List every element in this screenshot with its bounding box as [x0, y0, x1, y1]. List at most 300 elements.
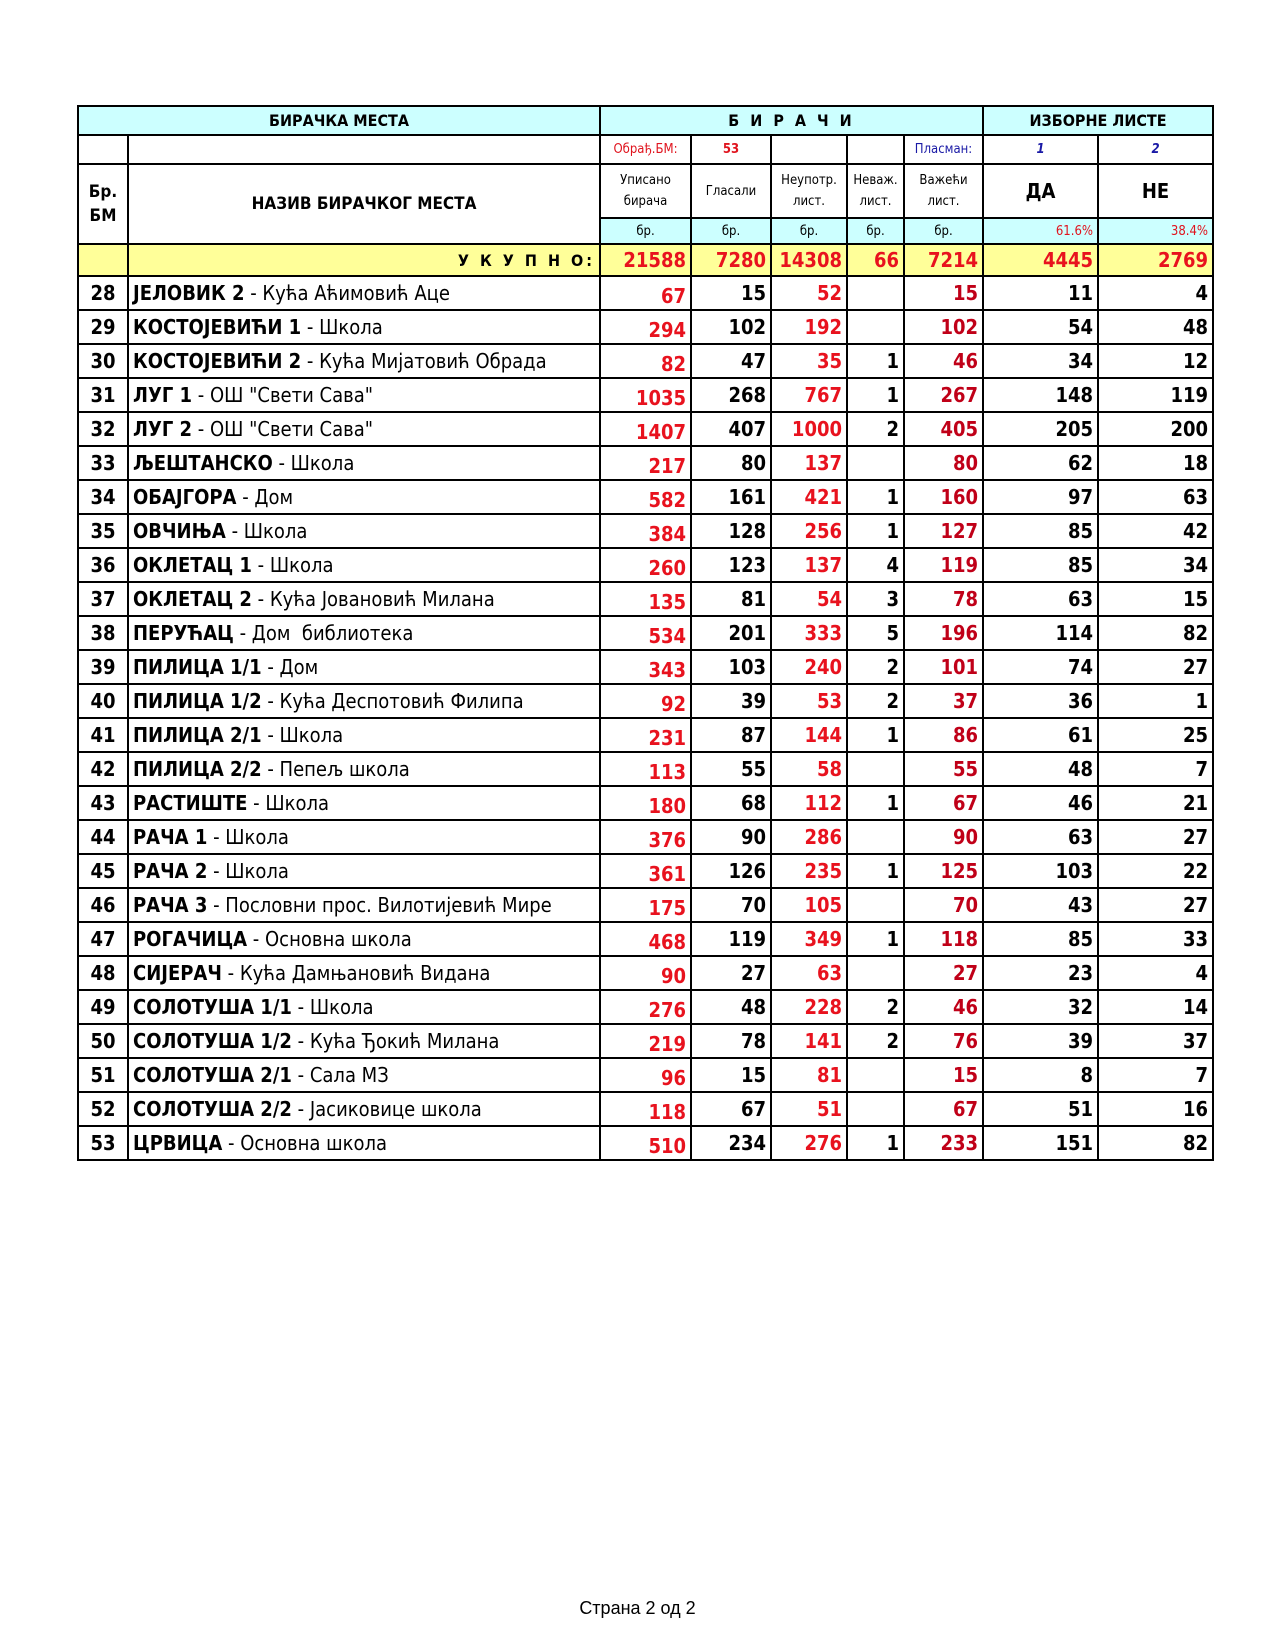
polling-place-number: 50	[78, 1024, 128, 1058]
registered-cell: 231	[600, 718, 691, 752]
voted-cell: 81	[691, 582, 771, 616]
ne-votes-cell: 82	[1098, 616, 1213, 650]
voted-cell: 55	[691, 752, 771, 786]
da-votes-cell: 151	[983, 1126, 1098, 1160]
total-registered: 21588	[600, 244, 691, 276]
invalid-cell: 2	[847, 990, 904, 1024]
unused-cell: 53	[771, 684, 847, 718]
voted-cell: 15	[691, 276, 771, 310]
table-row	[78, 1024, 1213, 1058]
valid-cell: 46	[904, 344, 983, 378]
place-location: - Школа	[207, 859, 289, 883]
invalid-cell	[847, 820, 904, 854]
polling-place-number: 30	[78, 344, 128, 378]
da-votes-cell: 8	[983, 1058, 1098, 1092]
place-name: СОЛОТУША 1/2	[133, 1029, 292, 1053]
polling-place-name	[128, 514, 600, 548]
header-row-columns	[78, 164, 1213, 218]
table-row	[78, 446, 1213, 480]
voted-cell: 201	[691, 616, 771, 650]
place-location: - Кућа Јовановић Милана	[251, 587, 495, 611]
place-name: ОКЛЕТАЦ 2	[133, 587, 252, 611]
unused-cell: 349	[771, 922, 847, 956]
voted-cell: 67	[691, 1092, 771, 1126]
voted-cell: 78	[691, 1024, 771, 1058]
empty-cell	[771, 135, 847, 164]
valid-cell: 125	[904, 854, 983, 888]
registered-cell: 92	[600, 684, 691, 718]
total-valid: 7214	[904, 244, 983, 276]
ne-votes-cell: 34	[1098, 548, 1213, 582]
polling-place-name	[128, 344, 600, 378]
place-name: ОКЛЕТАЦ 1	[133, 553, 252, 577]
place-location: - Основна школа	[222, 1131, 388, 1155]
place-location: - Кућа Деспотовић Филипа	[261, 689, 524, 713]
invalid-cell	[847, 1092, 904, 1126]
da-votes-cell: 205	[983, 412, 1098, 446]
table-row	[78, 650, 1213, 684]
valid-cell: 196	[904, 616, 983, 650]
ne-votes-cell: 48	[1098, 310, 1213, 344]
unused-cell: 333	[771, 616, 847, 650]
invalid-cell: 1	[847, 514, 904, 548]
table-row	[78, 718, 1213, 752]
table-row	[78, 310, 1213, 344]
da-votes-cell: 62	[983, 446, 1098, 480]
registered-cell: 180	[600, 786, 691, 820]
place-name: ПИЛИЦА 1/2	[133, 689, 262, 713]
processed-value: 53	[691, 135, 771, 164]
registered-cell: 510	[600, 1126, 691, 1160]
invalid-cell: 1	[847, 378, 904, 412]
valid-cell: 90	[904, 820, 983, 854]
invalid-cell: 2	[847, 412, 904, 446]
polling-place-name	[128, 1092, 600, 1126]
place-name: ПИЛИЦА 2/1	[133, 723, 262, 747]
ne-votes-cell: 37	[1098, 1024, 1213, 1058]
unused-cell: 52	[771, 276, 847, 310]
polling-place-name	[128, 786, 600, 820]
da-votes-cell: 85	[983, 514, 1098, 548]
registered-cell: 67	[600, 276, 691, 310]
unused-cell: 63	[771, 956, 847, 990]
totals-label: У К У П Н О:	[128, 244, 600, 276]
registered-cell: 343	[600, 650, 691, 684]
unused-cell: 105	[771, 888, 847, 922]
registered-cell: 468	[600, 922, 691, 956]
valid-cell: 102	[904, 310, 983, 344]
empty-cell	[78, 244, 128, 276]
da-votes-cell: 63	[983, 582, 1098, 616]
place-name: ЈЕЛОВИК 2	[133, 281, 245, 305]
table-row	[78, 480, 1213, 514]
da-votes-cell: 48	[983, 752, 1098, 786]
place-name: РАЧА 2	[133, 859, 208, 883]
place-name: КОСТОЈЕВИЋИ 2	[133, 349, 302, 373]
empty-cell	[847, 135, 904, 164]
polling-place-name	[128, 310, 600, 344]
registered-cell: 219	[600, 1024, 691, 1058]
valid-cell: 101	[904, 650, 983, 684]
place-location: - Пословни прос. Вилотијевић Мире	[207, 893, 552, 917]
voted-cell: 128	[691, 514, 771, 548]
da-votes-cell: 97	[983, 480, 1098, 514]
unused-cell: 421	[771, 480, 847, 514]
polling-place-name	[128, 922, 600, 956]
ne-votes-cell: 27	[1098, 650, 1213, 684]
place-name: ЛУГ 1	[133, 383, 193, 407]
invalid-cell: 5	[847, 616, 904, 650]
unused-cell: 228	[771, 990, 847, 1024]
valid-cell: 405	[904, 412, 983, 446]
place-location: - ОШ "Свети Сава"	[192, 383, 373, 407]
invalid-cell: 2	[847, 684, 904, 718]
polling-place-name	[128, 854, 600, 888]
place-location: - Јасиковице школа	[291, 1097, 482, 1121]
voted-cell: 27	[691, 956, 771, 990]
header-row-meta	[78, 135, 1213, 164]
polling-place-number: 38	[78, 616, 128, 650]
table-row	[78, 956, 1213, 990]
ne-votes-cell: 4	[1098, 276, 1213, 310]
unused-column-header: Неупотр. лист.	[771, 164, 847, 218]
registered-cell: 361	[600, 854, 691, 888]
voted-cell: 126	[691, 854, 771, 888]
unused-cell: 137	[771, 446, 847, 480]
polling-place-number: 48	[78, 956, 128, 990]
table-row	[78, 820, 1213, 854]
total-invalid: 66	[847, 244, 904, 276]
registered-cell: 175	[600, 888, 691, 922]
empty-cell	[128, 135, 600, 164]
registered-cell: 113	[600, 752, 691, 786]
table-row	[78, 582, 1213, 616]
valid-cell: 27	[904, 956, 983, 990]
invalid-column-header: Неваж. лист.	[847, 164, 904, 218]
voted-cell: 103	[691, 650, 771, 684]
polling-place-number: 44	[78, 820, 128, 854]
table-row	[78, 786, 1213, 820]
da-votes-cell: 46	[983, 786, 1098, 820]
polling-place-name	[128, 276, 600, 310]
da-votes-cell: 36	[983, 684, 1098, 718]
unused-cell: 141	[771, 1024, 847, 1058]
place-name: ОБАЈГОРА	[133, 485, 237, 509]
valid-cell: 15	[904, 1058, 983, 1092]
valid-cell: 127	[904, 514, 983, 548]
invalid-cell: 2	[847, 1024, 904, 1058]
voted-cell: 268	[691, 378, 771, 412]
da-votes-cell: 39	[983, 1024, 1098, 1058]
placement-1: 1	[983, 135, 1098, 164]
unused-cell: 58	[771, 752, 847, 786]
table-row	[78, 344, 1213, 378]
valid-cell: 267	[904, 378, 983, 412]
polling-place-number: 35	[78, 514, 128, 548]
polling-places-title: БИРАЧКА МЕСТА	[78, 106, 600, 135]
place-location: - Школа	[261, 723, 344, 747]
ne-votes-cell: 42	[1098, 514, 1213, 548]
polling-place-number: 53	[78, 1126, 128, 1160]
invalid-cell: 2	[847, 650, 904, 684]
total-ne: 2769	[1098, 244, 1213, 276]
voted-cell: 407	[691, 412, 771, 446]
ne-votes-cell: 18	[1098, 446, 1213, 480]
unused-cell: 112	[771, 786, 847, 820]
place-name: РАЧА 1	[133, 825, 208, 849]
place-location: - Кућа Дамњановић Видана	[221, 961, 491, 985]
table-row	[78, 378, 1213, 412]
place-location: - Дом библиотека	[233, 621, 414, 645]
da-votes-cell: 85	[983, 922, 1098, 956]
valid-cell: 86	[904, 718, 983, 752]
ne-votes-cell: 14	[1098, 990, 1213, 1024]
registered-cell: 294	[600, 310, 691, 344]
invalid-cell	[847, 310, 904, 344]
place-name: СИЈЕРАЧ	[133, 961, 222, 985]
unused-cell: 276	[771, 1126, 847, 1160]
da-votes-cell: 51	[983, 1092, 1098, 1126]
table-row	[78, 276, 1213, 310]
polling-place-name	[128, 1126, 600, 1160]
polling-place-number: 51	[78, 1058, 128, 1092]
table-row	[78, 888, 1213, 922]
unit-label: бр.	[771, 218, 847, 244]
polling-place-number: 46	[78, 888, 128, 922]
unused-cell: 240	[771, 650, 847, 684]
da-votes-cell: 54	[983, 310, 1098, 344]
invalid-cell: 1	[847, 786, 904, 820]
valid-cell: 67	[904, 786, 983, 820]
invalid-cell: 1	[847, 344, 904, 378]
place-name: ПИЛИЦА 2/2	[133, 757, 262, 781]
invalid-cell: 1	[847, 718, 904, 752]
place-name: ПЕРУЋАЦ	[133, 621, 234, 645]
ne-votes-cell: 16	[1098, 1092, 1213, 1126]
invalid-cell: 1	[847, 1126, 904, 1160]
da-votes-cell: 32	[983, 990, 1098, 1024]
place-name: ОВЧИЊА	[133, 519, 226, 543]
polling-place-number: 36	[78, 548, 128, 582]
registered-cell: 534	[600, 616, 691, 650]
polling-place-number: 29	[78, 310, 128, 344]
ne-votes-cell: 21	[1098, 786, 1213, 820]
name-column-header: НАЗИВ БИРАЧКОГ МЕСТА	[128, 164, 600, 244]
valid-cell: 119	[904, 548, 983, 582]
polling-place-name	[128, 446, 600, 480]
unused-cell: 286	[771, 820, 847, 854]
data-rows	[78, 276, 1213, 1160]
unused-cell: 51	[771, 1092, 847, 1126]
invalid-cell	[847, 752, 904, 786]
results-table	[77, 105, 1214, 1161]
voted-cell: 90	[691, 820, 771, 854]
list-ne-header: НЕ	[1098, 164, 1213, 218]
table-row	[78, 412, 1213, 446]
polling-place-name	[128, 1058, 600, 1092]
valid-cell: 37	[904, 684, 983, 718]
ne-votes-cell: 15	[1098, 582, 1213, 616]
registered-cell: 1407	[600, 412, 691, 446]
header-row-sections	[78, 106, 1213, 135]
valid-cell: 76	[904, 1024, 983, 1058]
polling-place-number: 28	[78, 276, 128, 310]
table-row	[78, 1092, 1213, 1126]
voted-cell: 102	[691, 310, 771, 344]
da-votes-cell: 74	[983, 650, 1098, 684]
ne-votes-cell: 4	[1098, 956, 1213, 990]
ne-votes-cell: 22	[1098, 854, 1213, 888]
da-votes-cell: 63	[983, 820, 1098, 854]
place-name: ЉЕШТАНСКО	[133, 451, 273, 475]
da-votes-cell: 114	[983, 616, 1098, 650]
voted-cell: 161	[691, 480, 771, 514]
place-location: - Кућа Аћимовић Аце	[244, 281, 450, 305]
ne-votes-cell: 119	[1098, 378, 1213, 412]
unit-label: бр.	[691, 218, 771, 244]
ne-votes-cell: 7	[1098, 1058, 1213, 1092]
da-votes-cell: 85	[983, 548, 1098, 582]
polling-place-number: 52	[78, 1092, 128, 1126]
place-name: СОЛОТУША 2/2	[133, 1097, 292, 1121]
invalid-cell	[847, 888, 904, 922]
invalid-cell: 1	[847, 480, 904, 514]
registered-cell: 384	[600, 514, 691, 548]
registered-cell: 276	[600, 990, 691, 1024]
table-row	[78, 616, 1213, 650]
polling-place-number: 43	[78, 786, 128, 820]
place-location: - Пепељ школа	[261, 757, 410, 781]
unused-cell: 137	[771, 548, 847, 582]
da-votes-cell: 103	[983, 854, 1098, 888]
place-name: СОЛОТУША 2/1	[133, 1063, 292, 1087]
invalid-cell	[847, 1058, 904, 1092]
polling-place-number: 40	[78, 684, 128, 718]
valid-cell: 55	[904, 752, 983, 786]
ne-votes-cell: 27	[1098, 820, 1213, 854]
polling-place-name	[128, 718, 600, 752]
voted-cell: 48	[691, 990, 771, 1024]
list-da-header: ДА	[983, 164, 1098, 218]
polling-place-name	[128, 616, 600, 650]
place-location: - Школа	[272, 451, 355, 475]
placement-2: 2	[1098, 135, 1213, 164]
place-name: РАЧА 3	[133, 893, 208, 917]
unused-cell: 35	[771, 344, 847, 378]
valid-cell: 15	[904, 276, 983, 310]
unit-label: бр.	[847, 218, 904, 244]
place-location: - Сала МЗ	[291, 1063, 389, 1087]
page-footer: Страна 2 од 2	[579, 1598, 696, 1618]
total-da: 4445	[983, 244, 1098, 276]
polling-place-name	[128, 684, 600, 718]
polling-place-name	[128, 956, 600, 990]
ne-votes-cell: 63	[1098, 480, 1213, 514]
table-row	[78, 548, 1213, 582]
da-votes-cell: 61	[983, 718, 1098, 752]
registered-cell: 1035	[600, 378, 691, 412]
place-location: - Школа	[207, 825, 289, 849]
voted-cell: 70	[691, 888, 771, 922]
polling-place-name	[128, 412, 600, 446]
valid-cell: 160	[904, 480, 983, 514]
valid-cell: 70	[904, 888, 983, 922]
voted-cell: 119	[691, 922, 771, 956]
ne-votes-cell: 27	[1098, 888, 1213, 922]
polling-place-name	[128, 1024, 600, 1058]
placement-label: Пласман:	[904, 135, 983, 164]
registered-cell: 96	[600, 1058, 691, 1092]
totals-row	[78, 244, 1213, 276]
place-name: ЦРВИЦА	[133, 1131, 223, 1155]
ne-percentage: 38.4%	[1098, 218, 1213, 244]
place-name: ПИЛИЦА 1/1	[133, 655, 262, 679]
polling-place-name	[128, 888, 600, 922]
voted-cell: 39	[691, 684, 771, 718]
polling-place-number: 41	[78, 718, 128, 752]
registered-cell: 135	[600, 582, 691, 616]
lists-title: ИЗБОРНЕ ЛИСТЕ	[983, 106, 1213, 135]
polling-place-name	[128, 548, 600, 582]
registered-cell: 582	[600, 480, 691, 514]
table-row	[78, 854, 1213, 888]
ne-votes-cell: 200	[1098, 412, 1213, 446]
unit-label: бр.	[600, 218, 691, 244]
place-name: СОЛОТУША 1/1	[133, 995, 292, 1019]
registered-cell: 260	[600, 548, 691, 582]
valid-cell: 78	[904, 582, 983, 616]
invalid-cell: 1	[847, 922, 904, 956]
registered-cell: 118	[600, 1092, 691, 1126]
unused-cell: 256	[771, 514, 847, 548]
polling-place-name	[128, 650, 600, 684]
da-votes-cell: 11	[983, 276, 1098, 310]
unused-cell: 235	[771, 854, 847, 888]
table-row	[78, 684, 1213, 718]
da-percentage: 61.6%	[983, 218, 1098, 244]
place-location: - Школа	[225, 519, 308, 543]
polling-place-name	[128, 378, 600, 412]
total-voted: 7280	[691, 244, 771, 276]
polling-place-number: 32	[78, 412, 128, 446]
invalid-cell: 1	[847, 854, 904, 888]
unused-cell: 1000	[771, 412, 847, 446]
invalid-cell: 4	[847, 548, 904, 582]
place-name: ЛУГ 2	[133, 417, 193, 441]
ne-votes-cell: 25	[1098, 718, 1213, 752]
registered-cell: 90	[600, 956, 691, 990]
ne-votes-cell: 1	[1098, 684, 1213, 718]
valid-column-header: Важећи лист.	[904, 164, 983, 218]
valid-cell: 67	[904, 1092, 983, 1126]
place-name: РОГАЧИЦА	[133, 927, 248, 951]
ne-votes-cell: 12	[1098, 344, 1213, 378]
invalid-cell: 3	[847, 582, 904, 616]
polling-place-number: 45	[78, 854, 128, 888]
voted-cell: 123	[691, 548, 771, 582]
voted-cell: 68	[691, 786, 771, 820]
valid-cell: 80	[904, 446, 983, 480]
table-row	[78, 514, 1213, 548]
polling-place-name	[128, 820, 600, 854]
table-row	[78, 922, 1213, 956]
da-votes-cell: 43	[983, 888, 1098, 922]
voted-cell: 15	[691, 1058, 771, 1092]
unit-label: бр.	[904, 218, 983, 244]
voted-cell: 87	[691, 718, 771, 752]
registered-cell: 217	[600, 446, 691, 480]
place-location: - Кућа Мијатовић Обрада	[301, 349, 547, 373]
